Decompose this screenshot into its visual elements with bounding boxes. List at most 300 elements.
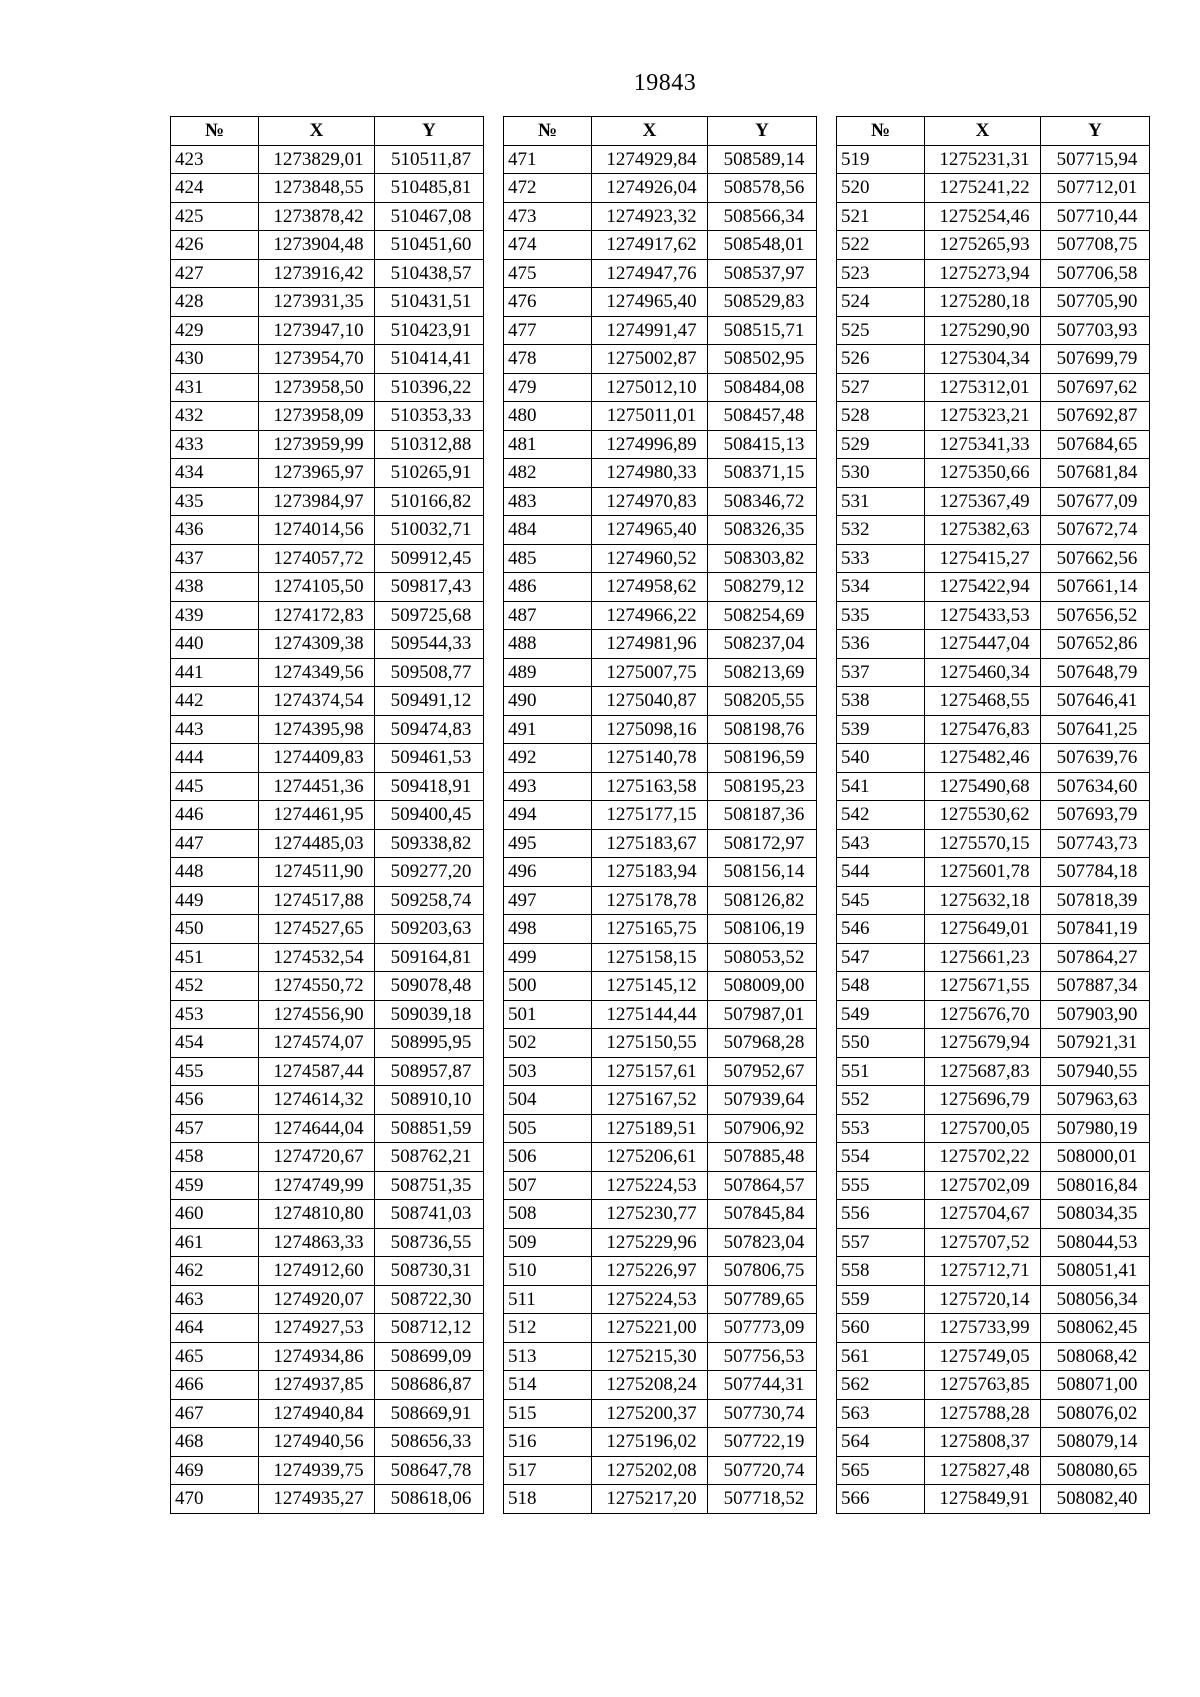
table-row (171, 259, 484, 288)
point-number-cell: 552 (837, 1086, 925, 1115)
point-number-cell: 424 (171, 174, 259, 203)
y-coordinate-cell: 508205,55 (708, 687, 817, 716)
table-row (837, 658, 1150, 687)
table-row (504, 259, 817, 288)
table-row (171, 1371, 484, 1400)
y-coordinate-cell: 509164,81 (375, 943, 484, 972)
y-coordinate-cell: 507921,31 (1041, 1029, 1150, 1058)
column-header-y: Y (708, 117, 817, 146)
x-coordinate-cell: 1275749,05 (925, 1342, 1041, 1371)
table-row (504, 573, 817, 602)
table-row (171, 829, 484, 858)
x-coordinate-cell: 1275140,78 (592, 744, 708, 773)
x-coordinate-cell: 1275702,09 (925, 1171, 1041, 1200)
x-coordinate-cell: 1275341,33 (925, 430, 1041, 459)
x-coordinate-cell: 1274749,99 (259, 1171, 375, 1200)
y-coordinate-cell: 508457,48 (708, 402, 817, 431)
x-coordinate-cell: 1275177,15 (592, 801, 708, 830)
column-header-no: № (171, 117, 259, 146)
point-number-cell: 562 (837, 1371, 925, 1400)
y-coordinate-cell: 508656,33 (375, 1428, 484, 1457)
x-coordinate-cell: 1273954,70 (259, 345, 375, 374)
point-number-cell: 457 (171, 1114, 259, 1143)
table-row (504, 1143, 817, 1172)
table-row (837, 1428, 1150, 1457)
x-coordinate-cell: 1275468,55 (925, 687, 1041, 716)
x-coordinate-cell: 1275704,67 (925, 1200, 1041, 1229)
point-number-cell: 535 (837, 601, 925, 630)
y-coordinate-cell: 508995,95 (375, 1029, 484, 1058)
point-number-cell: 505 (504, 1114, 592, 1143)
point-number-cell: 430 (171, 345, 259, 374)
x-coordinate-cell: 1274349,56 (259, 658, 375, 687)
x-coordinate-cell: 1275720,14 (925, 1285, 1041, 1314)
x-coordinate-cell: 1275145,12 (592, 972, 708, 1001)
x-coordinate-cell: 1273829,01 (259, 145, 375, 174)
point-number-cell: 533 (837, 544, 925, 573)
table-row (837, 829, 1150, 858)
x-coordinate-cell: 1274511,90 (259, 858, 375, 887)
y-coordinate-cell: 507648,79 (1041, 658, 1150, 687)
y-coordinate-cell: 508537,97 (708, 259, 817, 288)
y-coordinate-cell: 510396,22 (375, 373, 484, 402)
y-coordinate-cell: 508851,59 (375, 1114, 484, 1143)
table-row (837, 1057, 1150, 1086)
y-coordinate-cell: 509725,68 (375, 601, 484, 630)
point-number-cell: 475 (504, 259, 592, 288)
x-coordinate-cell: 1275231,31 (925, 145, 1041, 174)
point-number-cell: 547 (837, 943, 925, 972)
x-coordinate-cell: 1275165,75 (592, 915, 708, 944)
x-coordinate-cell: 1273878,42 (259, 202, 375, 231)
table-row (171, 943, 484, 972)
y-coordinate-cell: 508736,55 (375, 1228, 484, 1257)
y-coordinate-cell: 508196,59 (708, 744, 817, 773)
y-coordinate-cell: 507818,39 (1041, 886, 1150, 915)
x-coordinate-cell: 1275226,97 (592, 1257, 708, 1286)
table-row (171, 402, 484, 431)
table-row (504, 1086, 817, 1115)
table-row (837, 1029, 1150, 1058)
table-row (837, 459, 1150, 488)
x-coordinate-cell: 1274550,72 (259, 972, 375, 1001)
y-coordinate-cell: 508034,35 (1041, 1200, 1150, 1229)
table-row (504, 516, 817, 545)
y-coordinate-cell: 508910,10 (375, 1086, 484, 1115)
x-coordinate-cell: 1275202,08 (592, 1456, 708, 1485)
x-coordinate-cell: 1273931,35 (259, 288, 375, 317)
point-number-cell: 468 (171, 1428, 259, 1457)
x-coordinate-cell: 1275221,00 (592, 1314, 708, 1343)
point-number-cell: 500 (504, 972, 592, 1001)
point-number-cell: 522 (837, 231, 925, 260)
point-number-cell: 509 (504, 1228, 592, 1257)
y-coordinate-cell: 508484,08 (708, 373, 817, 402)
point-number-cell: 482 (504, 459, 592, 488)
point-number-cell: 532 (837, 516, 925, 545)
y-coordinate-cell: 509544,33 (375, 630, 484, 659)
table-row (171, 1000, 484, 1029)
y-coordinate-cell: 509491,12 (375, 687, 484, 716)
point-number-cell: 485 (504, 544, 592, 573)
table-row (837, 1456, 1150, 1485)
point-number-cell: 523 (837, 259, 925, 288)
y-coordinate-cell: 508237,04 (708, 630, 817, 659)
table-row (171, 231, 484, 260)
point-number-cell: 465 (171, 1342, 259, 1371)
point-number-cell: 506 (504, 1143, 592, 1172)
table-row (504, 373, 817, 402)
table-row (837, 1485, 1150, 1514)
x-coordinate-cell: 1275158,15 (592, 943, 708, 972)
table-row (837, 573, 1150, 602)
point-number-cell: 511 (504, 1285, 592, 1314)
y-coordinate-cell: 509418,91 (375, 772, 484, 801)
point-number-cell: 470 (171, 1485, 259, 1514)
table-row (171, 1428, 484, 1457)
x-coordinate-cell: 1273959,99 (259, 430, 375, 459)
point-number-cell: 466 (171, 1371, 259, 1400)
x-coordinate-cell: 1274980,33 (592, 459, 708, 488)
x-coordinate-cell: 1273958,50 (259, 373, 375, 402)
table-row (837, 288, 1150, 317)
y-coordinate-cell: 507864,27 (1041, 943, 1150, 972)
point-number-cell: 520 (837, 174, 925, 203)
y-coordinate-cell: 508326,35 (708, 516, 817, 545)
x-coordinate-cell: 1273958,09 (259, 402, 375, 431)
x-coordinate-cell: 1275530,62 (925, 801, 1041, 830)
table-row (837, 715, 1150, 744)
table-row (504, 1371, 817, 1400)
point-number-cell: 497 (504, 886, 592, 915)
table-row (504, 1200, 817, 1229)
table-row (837, 1371, 1150, 1400)
x-coordinate-cell: 1275712,71 (925, 1257, 1041, 1286)
table-row (504, 1228, 817, 1257)
y-coordinate-cell: 507885,48 (708, 1143, 817, 1172)
x-coordinate-cell: 1275671,55 (925, 972, 1041, 1001)
y-coordinate-cell: 508126,82 (708, 886, 817, 915)
table-row (837, 943, 1150, 972)
point-number-cell: 545 (837, 886, 925, 915)
x-coordinate-cell: 1274614,32 (259, 1086, 375, 1115)
x-coordinate-cell: 1275011,01 (592, 402, 708, 431)
x-coordinate-cell: 1274574,07 (259, 1029, 375, 1058)
y-coordinate-cell: 509338,82 (375, 829, 484, 858)
y-coordinate-cell: 507743,73 (1041, 829, 1150, 858)
point-number-cell: 462 (171, 1257, 259, 1286)
y-coordinate-cell: 508722,30 (375, 1285, 484, 1314)
y-coordinate-cell: 509817,43 (375, 573, 484, 602)
y-coordinate-cell: 508068,42 (1041, 1342, 1150, 1371)
table-row (837, 430, 1150, 459)
table-row (504, 174, 817, 203)
x-coordinate-cell: 1275422,94 (925, 573, 1041, 602)
y-coordinate-cell: 508279,12 (708, 573, 817, 602)
table-row (504, 1029, 817, 1058)
point-number-cell: 452 (171, 972, 259, 1001)
table-row (504, 231, 817, 260)
x-coordinate-cell: 1274172,83 (259, 601, 375, 630)
point-number-cell: 458 (171, 1143, 259, 1172)
table-row (171, 858, 484, 887)
point-number-cell: 490 (504, 687, 592, 716)
point-number-cell: 489 (504, 658, 592, 687)
y-coordinate-cell: 510353,33 (375, 402, 484, 431)
x-coordinate-cell: 1275157,61 (592, 1057, 708, 1086)
table-row (837, 516, 1150, 545)
y-coordinate-cell: 508957,87 (375, 1057, 484, 1086)
y-coordinate-cell: 509474,83 (375, 715, 484, 744)
y-coordinate-cell: 507980,19 (1041, 1114, 1150, 1143)
y-coordinate-cell: 507710,44 (1041, 202, 1150, 231)
point-number-cell: 451 (171, 943, 259, 972)
point-number-cell: 429 (171, 316, 259, 345)
point-number-cell: 484 (504, 516, 592, 545)
point-number-cell: 473 (504, 202, 592, 231)
table-row (504, 145, 817, 174)
y-coordinate-cell: 508080,65 (1041, 1456, 1150, 1485)
x-coordinate-cell: 1275482,46 (925, 744, 1041, 773)
y-coordinate-cell: 509400,45 (375, 801, 484, 830)
point-number-cell: 448 (171, 858, 259, 887)
x-coordinate-cell: 1275206,61 (592, 1143, 708, 1172)
x-coordinate-cell: 1274517,88 (259, 886, 375, 915)
point-number-cell: 531 (837, 487, 925, 516)
table-row (504, 1114, 817, 1143)
y-coordinate-cell: 507952,67 (708, 1057, 817, 1086)
y-coordinate-cell: 507656,52 (1041, 601, 1150, 630)
table-row (171, 145, 484, 174)
header-row (837, 117, 1150, 146)
point-number-cell: 507 (504, 1171, 592, 1200)
table-row (504, 801, 817, 830)
table-row (504, 915, 817, 944)
y-coordinate-cell: 508062,45 (1041, 1314, 1150, 1343)
x-coordinate-cell: 1275323,21 (925, 402, 1041, 431)
column-header-x: X (925, 117, 1041, 146)
table-row (837, 231, 1150, 260)
y-coordinate-cell: 507672,74 (1041, 516, 1150, 545)
point-number-cell: 479 (504, 373, 592, 402)
x-coordinate-cell: 1274527,65 (259, 915, 375, 944)
x-coordinate-cell: 1274395,98 (259, 715, 375, 744)
table-row (171, 1143, 484, 1172)
table-row (837, 1000, 1150, 1029)
point-number-cell: 471 (504, 145, 592, 174)
y-coordinate-cell: 507677,09 (1041, 487, 1150, 516)
y-coordinate-cell: 507968,28 (708, 1029, 817, 1058)
y-coordinate-cell: 507718,52 (708, 1485, 817, 1514)
y-coordinate-cell: 507652,86 (1041, 630, 1150, 659)
y-coordinate-cell: 507744,31 (708, 1371, 817, 1400)
point-number-cell: 542 (837, 801, 925, 830)
x-coordinate-cell: 1275230,77 (592, 1200, 708, 1229)
table-row (837, 1228, 1150, 1257)
y-coordinate-cell: 508686,87 (375, 1371, 484, 1400)
table-row (171, 1086, 484, 1115)
table-row (171, 516, 484, 545)
point-number-cell: 495 (504, 829, 592, 858)
point-number-cell: 477 (504, 316, 592, 345)
table-row (171, 1200, 484, 1229)
point-number-cell: 550 (837, 1029, 925, 1058)
x-coordinate-cell: 1274912,60 (259, 1257, 375, 1286)
point-number-cell: 461 (171, 1228, 259, 1257)
point-number-cell: 445 (171, 772, 259, 801)
x-coordinate-cell: 1274451,36 (259, 772, 375, 801)
point-number-cell: 481 (504, 430, 592, 459)
table-row (837, 687, 1150, 716)
x-coordinate-cell: 1275273,94 (925, 259, 1041, 288)
point-number-cell: 534 (837, 573, 925, 602)
x-coordinate-cell: 1275208,24 (592, 1371, 708, 1400)
y-coordinate-cell: 508371,15 (708, 459, 817, 488)
x-coordinate-cell: 1275224,53 (592, 1171, 708, 1200)
y-coordinate-cell: 508730,31 (375, 1257, 484, 1286)
y-coordinate-cell: 508529,83 (708, 288, 817, 317)
x-coordinate-cell: 1275661,23 (925, 943, 1041, 972)
x-coordinate-cell: 1274014,56 (259, 516, 375, 545)
point-number-cell: 541 (837, 772, 925, 801)
point-number-cell: 488 (504, 630, 592, 659)
y-coordinate-cell: 507987,01 (708, 1000, 817, 1029)
table-row (504, 858, 817, 887)
table-row (171, 972, 484, 1001)
y-coordinate-cell: 507773,09 (708, 1314, 817, 1343)
point-number-cell: 478 (504, 345, 592, 374)
y-coordinate-cell: 507662,56 (1041, 544, 1150, 573)
table-row (171, 1314, 484, 1343)
x-coordinate-cell: 1274057,72 (259, 544, 375, 573)
y-coordinate-cell: 508618,06 (375, 1485, 484, 1514)
table-row (837, 373, 1150, 402)
point-number-cell: 564 (837, 1428, 925, 1457)
column-header-y: Y (1041, 117, 1150, 146)
x-coordinate-cell: 1275217,20 (592, 1485, 708, 1514)
y-coordinate-cell: 507639,76 (1041, 744, 1150, 773)
x-coordinate-cell: 1275676,70 (925, 1000, 1041, 1029)
point-number-cell: 491 (504, 715, 592, 744)
y-coordinate-cell: 508187,36 (708, 801, 817, 830)
y-coordinate-cell: 507634,60 (1041, 772, 1150, 801)
x-coordinate-cell: 1275265,93 (925, 231, 1041, 260)
y-coordinate-cell: 508051,41 (1041, 1257, 1150, 1286)
y-coordinate-cell: 510032,71 (375, 516, 484, 545)
x-coordinate-cell: 1275415,27 (925, 544, 1041, 573)
y-coordinate-cell: 507756,53 (708, 1342, 817, 1371)
x-coordinate-cell: 1275460,34 (925, 658, 1041, 687)
y-coordinate-cell: 508578,56 (708, 174, 817, 203)
y-coordinate-cell: 510451,60 (375, 231, 484, 260)
y-coordinate-cell: 507939,64 (708, 1086, 817, 1115)
x-coordinate-cell: 1273904,48 (259, 231, 375, 260)
y-coordinate-cell: 510431,51 (375, 288, 484, 317)
table-row (837, 259, 1150, 288)
x-coordinate-cell: 1275012,10 (592, 373, 708, 402)
header-row (171, 117, 484, 146)
x-coordinate-cell: 1274927,53 (259, 1314, 375, 1343)
table-row (837, 630, 1150, 659)
table-row (504, 829, 817, 858)
y-coordinate-cell: 509277,20 (375, 858, 484, 887)
y-coordinate-cell: 507661,14 (1041, 573, 1150, 602)
x-coordinate-cell: 1275490,68 (925, 772, 1041, 801)
point-number-cell: 543 (837, 829, 925, 858)
point-number-cell: 524 (837, 288, 925, 317)
x-coordinate-cell: 1274937,85 (259, 1371, 375, 1400)
y-coordinate-cell: 507703,93 (1041, 316, 1150, 345)
point-number-cell: 521 (837, 202, 925, 231)
x-coordinate-cell: 1275144,44 (592, 1000, 708, 1029)
table-row (504, 687, 817, 716)
x-coordinate-cell: 1274981,96 (592, 630, 708, 659)
table-row (504, 1285, 817, 1314)
point-number-cell: 449 (171, 886, 259, 915)
table-row (171, 316, 484, 345)
y-coordinate-cell: 508589,14 (708, 145, 817, 174)
point-number-cell: 431 (171, 373, 259, 402)
point-number-cell: 423 (171, 145, 259, 174)
point-number-cell: 519 (837, 145, 925, 174)
table-row (171, 744, 484, 773)
y-coordinate-cell: 510423,91 (375, 316, 484, 345)
y-coordinate-cell: 508213,69 (708, 658, 817, 687)
table-row (837, 402, 1150, 431)
y-coordinate-cell: 507864,57 (708, 1171, 817, 1200)
x-coordinate-cell: 1273984,97 (259, 487, 375, 516)
table-row (837, 972, 1150, 1001)
point-number-cell: 446 (171, 801, 259, 830)
y-coordinate-cell: 507722,19 (708, 1428, 817, 1457)
coordinates-table-3 (836, 116, 1150, 1514)
table-row (171, 1228, 484, 1257)
table-row (504, 772, 817, 801)
table-row (504, 630, 817, 659)
table-row (837, 345, 1150, 374)
x-coordinate-cell: 1275280,18 (925, 288, 1041, 317)
y-coordinate-cell: 510467,08 (375, 202, 484, 231)
x-coordinate-cell: 1274965,40 (592, 516, 708, 545)
point-number-cell: 472 (504, 174, 592, 203)
point-number-cell: 450 (171, 915, 259, 944)
y-coordinate-cell: 507720,74 (708, 1456, 817, 1485)
table-row (171, 1257, 484, 1286)
point-number-cell: 444 (171, 744, 259, 773)
point-number-cell: 433 (171, 430, 259, 459)
point-number-cell: 517 (504, 1456, 592, 1485)
point-number-cell: 426 (171, 231, 259, 260)
table-row (171, 544, 484, 573)
point-number-cell: 463 (171, 1285, 259, 1314)
x-coordinate-cell: 1274996,89 (592, 430, 708, 459)
point-number-cell: 454 (171, 1029, 259, 1058)
point-number-cell: 502 (504, 1029, 592, 1058)
table-row (837, 801, 1150, 830)
table-row (171, 174, 484, 203)
x-coordinate-cell: 1275788,28 (925, 1399, 1041, 1428)
point-number-cell: 460 (171, 1200, 259, 1229)
table-row (837, 174, 1150, 203)
table-row (171, 288, 484, 317)
x-coordinate-cell: 1275150,55 (592, 1029, 708, 1058)
table-row (837, 1342, 1150, 1371)
y-coordinate-cell: 508156,14 (708, 858, 817, 887)
x-coordinate-cell: 1273965,97 (259, 459, 375, 488)
y-coordinate-cell: 509039,18 (375, 1000, 484, 1029)
point-number-cell: 428 (171, 288, 259, 317)
table-row (171, 430, 484, 459)
